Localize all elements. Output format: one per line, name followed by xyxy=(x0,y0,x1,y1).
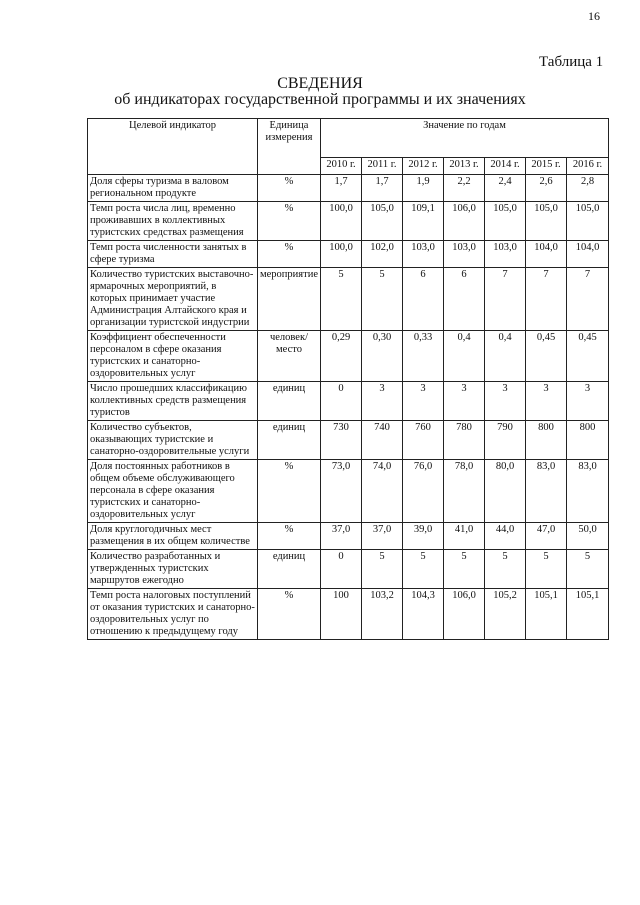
value-cell: 3 xyxy=(526,382,567,421)
value-cell: 47,0 xyxy=(526,523,567,550)
value-cell: 105,0 xyxy=(567,202,609,241)
value-cell: 76,0 xyxy=(403,460,444,523)
unit-cell: % xyxy=(258,202,321,241)
value-cell: 0,29 xyxy=(321,331,362,382)
indicator-cell: Количество разработанных и утвержденных туристских маршрутов ежегодно xyxy=(88,550,258,589)
value-cell: 106,0 xyxy=(444,589,485,640)
indicator-cell: Количество туристских выставочно-ярмарочных мероприятий, в которых принимает участие Администрация Алтайского края и организации туристской индустрии xyxy=(88,268,258,331)
table-row xyxy=(88,550,609,589)
table-row xyxy=(88,460,609,523)
unit-cell: единиц xyxy=(258,550,321,589)
header-values-by-year: Значение по годам xyxy=(321,119,609,158)
header-indicator: Целевой индикатор xyxy=(88,119,258,175)
value-cell: 104,0 xyxy=(567,241,609,268)
unit-cell: мероприятие xyxy=(258,268,321,331)
value-cell: 5 xyxy=(362,268,403,331)
table-row xyxy=(88,523,609,550)
value-cell: 105,0 xyxy=(485,202,526,241)
value-cell: 800 xyxy=(526,421,567,460)
value-cell: 0,33 xyxy=(403,331,444,382)
unit-cell: единиц xyxy=(258,382,321,421)
value-cell: 6 xyxy=(403,268,444,331)
value-cell: 1,7 xyxy=(321,175,362,202)
table-label: Таблица 1 xyxy=(539,54,604,70)
value-cell: 5 xyxy=(362,550,403,589)
indicator-cell: Доля сферы туризма в валовом региональном продукте xyxy=(88,175,258,202)
value-cell: 73,0 xyxy=(321,460,362,523)
value-cell: 109,1 xyxy=(403,202,444,241)
document-subtitle: об индикаторах государственной программы и их значениях xyxy=(114,91,526,108)
table-row xyxy=(88,268,609,331)
value-cell: 6 xyxy=(444,268,485,331)
value-cell: 3 xyxy=(403,382,444,421)
value-cell: 100,0 xyxy=(321,202,362,241)
value-cell: 44,0 xyxy=(485,523,526,550)
table-row xyxy=(88,241,609,268)
indicator-cell: Темп роста налоговых поступлений от оказания туристских и санаторно-оздоровительных услуг по отношению к предыдущему году xyxy=(88,589,258,640)
value-cell: 800 xyxy=(567,421,609,460)
value-cell: 105,2 xyxy=(485,589,526,640)
value-cell: 3 xyxy=(362,382,403,421)
value-cell: 0,4 xyxy=(485,331,526,382)
value-cell: 0 xyxy=(321,382,362,421)
value-cell: 100,0 xyxy=(321,241,362,268)
value-cell: 0 xyxy=(321,550,362,589)
unit-cell: человек/место xyxy=(258,331,321,382)
table-row xyxy=(88,382,609,421)
header-year: 2012 г. xyxy=(403,158,444,175)
value-cell: 3 xyxy=(567,382,609,421)
value-cell: 5 xyxy=(403,550,444,589)
indicator-cell: Количество субъектов, оказывающих туристские и санаторно-оздоровительные услуги xyxy=(88,421,258,460)
value-cell: 100 xyxy=(321,589,362,640)
indicators-table xyxy=(87,118,609,640)
value-cell: 0,30 xyxy=(362,331,403,382)
value-cell: 2,6 xyxy=(526,175,567,202)
value-cell: 780 xyxy=(444,421,485,460)
value-cell: 0,45 xyxy=(567,331,609,382)
value-cell: 2,4 xyxy=(485,175,526,202)
unit-cell: % xyxy=(258,241,321,268)
value-cell: 103,2 xyxy=(362,589,403,640)
page-number: 16 xyxy=(588,9,600,23)
value-cell: 5 xyxy=(567,550,609,589)
value-cell: 105,1 xyxy=(567,589,609,640)
value-cell: 83,0 xyxy=(567,460,609,523)
value-cell: 7 xyxy=(485,268,526,331)
value-cell: 105,1 xyxy=(526,589,567,640)
indicator-cell: Темп роста числа лиц, временно проживавших в коллективных туристских средствах размещения xyxy=(88,202,258,241)
value-cell: 103,0 xyxy=(403,241,444,268)
value-cell: 5 xyxy=(526,550,567,589)
value-cell: 2,8 xyxy=(567,175,609,202)
value-cell: 78,0 xyxy=(444,460,485,523)
header-year: 2016 г. xyxy=(567,158,609,175)
value-cell: 5 xyxy=(321,268,362,331)
table-row xyxy=(88,421,609,460)
value-cell: 0,45 xyxy=(526,331,567,382)
value-cell: 3 xyxy=(485,382,526,421)
header-year: 2011 г. xyxy=(362,158,403,175)
indicator-cell: Число прошедших классификацию коллективных средств размещения туристов xyxy=(88,382,258,421)
value-cell: 760 xyxy=(403,421,444,460)
value-cell: 2,2 xyxy=(444,175,485,202)
unit-cell: % xyxy=(258,523,321,550)
document-title: СВЕДЕНИЯ xyxy=(277,75,363,92)
value-cell: 7 xyxy=(526,268,567,331)
value-cell: 103,0 xyxy=(444,241,485,268)
value-cell: 104,0 xyxy=(526,241,567,268)
value-cell: 41,0 xyxy=(444,523,485,550)
value-cell: 50,0 xyxy=(567,523,609,550)
value-cell: 37,0 xyxy=(321,523,362,550)
value-cell: 37,0 xyxy=(362,523,403,550)
value-cell: 0,4 xyxy=(444,331,485,382)
value-cell: 103,0 xyxy=(485,241,526,268)
value-cell: 1,9 xyxy=(403,175,444,202)
unit-cell: % xyxy=(258,175,321,202)
header-year: 2013 г. xyxy=(444,158,485,175)
indicator-cell: Доля круглогодичных мест размещения в их общем количестве xyxy=(88,523,258,550)
table-row xyxy=(88,589,609,640)
value-cell: 80,0 xyxy=(485,460,526,523)
header-year: 2010 г. xyxy=(321,158,362,175)
value-cell: 5 xyxy=(444,550,485,589)
value-cell: 740 xyxy=(362,421,403,460)
value-cell: 790 xyxy=(485,421,526,460)
indicator-cell: Коэффициент обеспеченности персоналом в сфере оказания туристских и санаторно-оздоровительных услуг xyxy=(88,331,258,382)
unit-cell: % xyxy=(258,460,321,523)
table-row xyxy=(88,175,609,202)
indicator-cell: Доля постоянных работников в общем объеме обслуживающего персонала в сфере оказания туристских и санаторно-оздоровительных услуг xyxy=(88,460,258,523)
value-cell: 7 xyxy=(567,268,609,331)
value-cell: 106,0 xyxy=(444,202,485,241)
value-cell: 104,3 xyxy=(403,589,444,640)
value-cell: 5 xyxy=(485,550,526,589)
unit-cell: % xyxy=(258,589,321,640)
value-cell: 730 xyxy=(321,421,362,460)
header-year: 2015 г. xyxy=(526,158,567,175)
value-cell: 1,7 xyxy=(362,175,403,202)
value-cell: 3 xyxy=(444,382,485,421)
value-cell: 39,0 xyxy=(403,523,444,550)
value-cell: 74,0 xyxy=(362,460,403,523)
indicator-cell: Темп роста численности занятых в сфере туризма xyxy=(88,241,258,268)
value-cell: 105,0 xyxy=(526,202,567,241)
header-unit: Единица измерения xyxy=(258,119,321,175)
table-row xyxy=(88,331,609,382)
unit-cell: единиц xyxy=(258,421,321,460)
table-row xyxy=(88,202,609,241)
value-cell: 83,0 xyxy=(526,460,567,523)
value-cell: 105,0 xyxy=(362,202,403,241)
header-year: 2014 г. xyxy=(485,158,526,175)
value-cell: 102,0 xyxy=(362,241,403,268)
